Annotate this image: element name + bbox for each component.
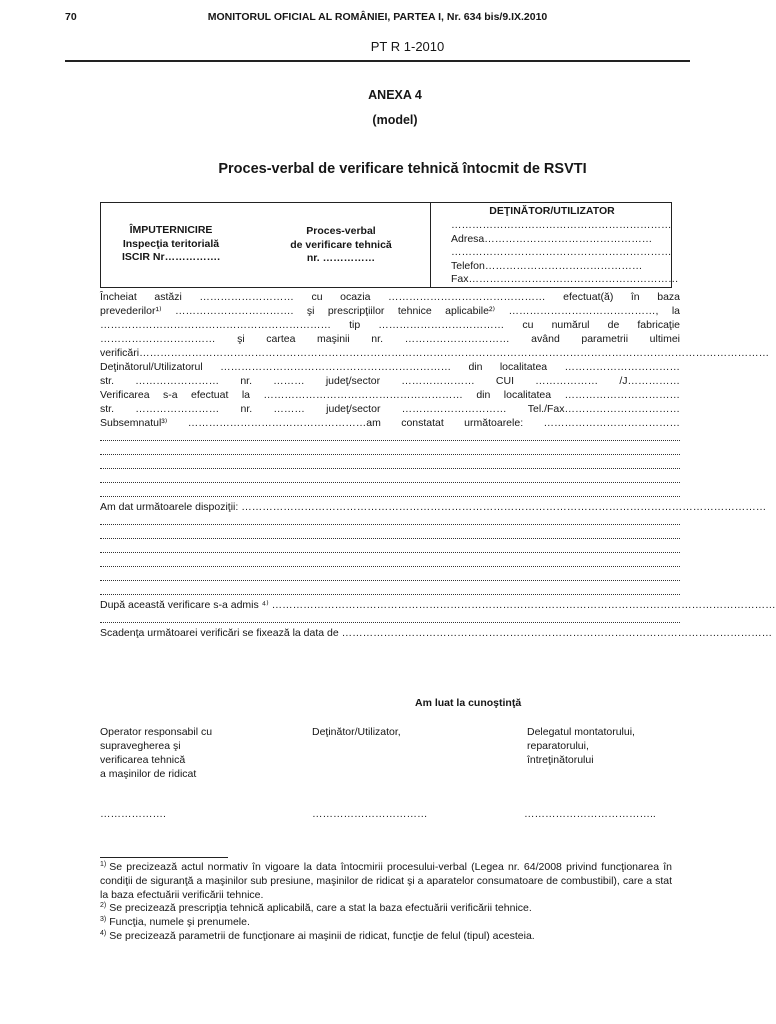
holder-address-line: Adresa…………………………………………	[451, 232, 653, 245]
annex-subtitle: (model)	[372, 113, 418, 127]
footnote-marker: 4)	[100, 929, 107, 937]
holder-phone-line: Telefon………………………………………	[451, 259, 643, 272]
holder-fax-line: Fax……………………………………………………	[451, 273, 679, 286]
publication-header: MONITORUL OFICIAL AL ROMÂNIEI, PARTEA I, Nr. 634 bis/9.IX.2010	[207, 11, 548, 23]
body-line-check-address: str. …………………… nr. ……… judeţ/sector ………………………… Tel./Fax……………………………	[100, 403, 680, 415]
footnote-marker: 3)	[100, 916, 107, 924]
body-line-concluded: Încheiat astăzi ……………………… cu ocazia ……………………………………… efectuat(ă) în baza	[100, 291, 680, 303]
document-code: PT R 1-2010	[370, 39, 445, 54]
admitted-dotted-line	[100, 612, 680, 626]
signature-operator	[100, 725, 212, 781]
report-body	[100, 290, 776, 640]
findings-dotted-line	[100, 486, 680, 500]
dispositions-dotted-line	[100, 570, 680, 584]
body-line-undersigned: Subsemnatul³⁾ ……………………………………………am constatat următoarele: …………………………………	[100, 417, 680, 429]
dispositions-dotted-line	[100, 528, 680, 542]
footnote-rule	[100, 857, 228, 858]
body-line-admitted: După această verificare s-a admis ⁴⁾ ………………………………………………………………………………………………………………………………	[100, 599, 776, 611]
body-line-type: ………………………………………………………… tip ……………………………… cu numărul de fabricaţie	[100, 319, 680, 331]
report-subtitle: de verificare tehnică	[290, 238, 392, 251]
footnotes	[100, 861, 672, 944]
dispositions-dotted-line	[100, 584, 680, 598]
signature-operator-line: Operator responsabil cu	[100, 726, 213, 738]
signature-operator-line: verificarea tehnică	[100, 754, 186, 766]
report-block	[281, 225, 401, 266]
signature-delegate-line: Delegatul montatorului,	[527, 726, 635, 738]
holder-address-line-2: ………………………………………………………	[451, 246, 672, 259]
findings-dotted-line	[100, 458, 680, 472]
form-header-box	[100, 202, 679, 288]
signature-operator-line: a maşinilor de ridicat	[100, 768, 197, 780]
body-line-dispositions: Am dat următoarele dispoziţii: ……………………………………………………………………………………………………………………………………	[100, 501, 767, 513]
signature-operator-line: supravegherea şi	[100, 740, 181, 752]
signature-delegate-line: întreţinătorului	[527, 754, 594, 766]
signature-delegate	[527, 725, 635, 767]
footnote-1	[100, 861, 672, 902]
holder-fields	[451, 219, 679, 287]
report-number: nr. ……………	[306, 252, 376, 264]
footnote-text: Se precizează parametrii de funcţionare ai maşinii de ridicat, funcţie de felul (tipul) acesteia.	[109, 929, 535, 942]
dispositions-dotted-line	[100, 556, 680, 570]
holder-name-line: ………………………………………………………	[451, 219, 672, 231]
footnote-3	[100, 916, 672, 930]
report-title: Proces-verbal	[306, 225, 376, 237]
body-line-last-checks: verificări………………………………………………………………………………………………………………………………………………………………	[100, 347, 770, 359]
footnote-marker: 1)	[100, 861, 107, 868]
signature-delegate-line: reparatorului,	[527, 740, 589, 752]
form-title: Proces-verbal de verificare tehnică întocmit de RSVTI	[218, 161, 587, 177]
authorization-number: ISCIR Nr…………….	[121, 251, 220, 263]
authorization-inspection: Inspecţia teritorială	[122, 237, 220, 250]
authorization-title: ÎMPUTERNICIRE	[129, 224, 213, 236]
signature-holder-line: Deţinător/Utilizator,	[312, 726, 401, 738]
dispositions-dotted-line	[100, 542, 680, 556]
footnote-text: Se precizează actul normativ în vigoare la data întocmirii procesului-verbal (Legea nr. 64/2008 privind funcţionarea în condiţii de siguranţă a maşinilor sub presiune, maşinilor de ridicat şi a aparatelor consumatoare de combustibil), care a stat la baza efectuării verificării tehnice.	[100, 861, 672, 901]
annex-title: ANEXA 4	[368, 88, 422, 102]
body-line-next-check-date: Scadenţa următoarei verificări se fixează la data de ……………………………………………………………………………………………………………	[100, 627, 773, 639]
signature-holder	[312, 725, 401, 739]
dispositions-dotted-line	[100, 514, 680, 528]
body-line-check-location: Verificarea s-a efectuat la ………………………………………………… din localitatea ……………………………	[100, 389, 680, 401]
body-line-holder: Deţinătorul/Utilizatorul ………………………………………………………… din localitatea ……………………………	[100, 361, 680, 373]
signature-holder-dots: ……………………………	[312, 808, 428, 820]
findings-dotted-line	[100, 472, 680, 486]
signature-delegate-dots: ………………………………..	[524, 808, 656, 820]
footnote-4	[100, 930, 672, 944]
header-rule	[65, 60, 690, 62]
acknowledgement-label: Am luat la cunoştinţă	[415, 697, 522, 709]
findings-dotted-line	[100, 430, 680, 444]
footnote-text: Se precizează prescripţia tehnică aplicabilă, care a stat la baza efectuării verificării tehnice.	[109, 902, 532, 915]
signature-operator-dots: ……………….	[100, 808, 166, 820]
body-line-holder-address: str. …………………… nr. ……… judeţ/sector ………………… CUI ……………… /J……………	[100, 375, 680, 387]
page-number: 70	[65, 11, 77, 23]
footnote-text: Funcţia, numele şi prenumele.	[109, 916, 250, 929]
footnote-2	[100, 902, 672, 916]
footnote-marker: 2)	[100, 902, 107, 910]
body-line-machine-book: …………………………… şi cartea maşinii nr. ………………………… având parametrii ultimei	[100, 333, 680, 345]
findings-dotted-line	[100, 444, 680, 458]
authorization-block	[111, 224, 231, 265]
body-line-provisions: prevederilor¹⁾ ……………………………. şi prescripţiilor tehnice aplicabile²⁾ ……………………………………, la	[100, 305, 680, 317]
holder-title: DEŢINĂTOR/UTILIZATOR	[489, 205, 615, 217]
